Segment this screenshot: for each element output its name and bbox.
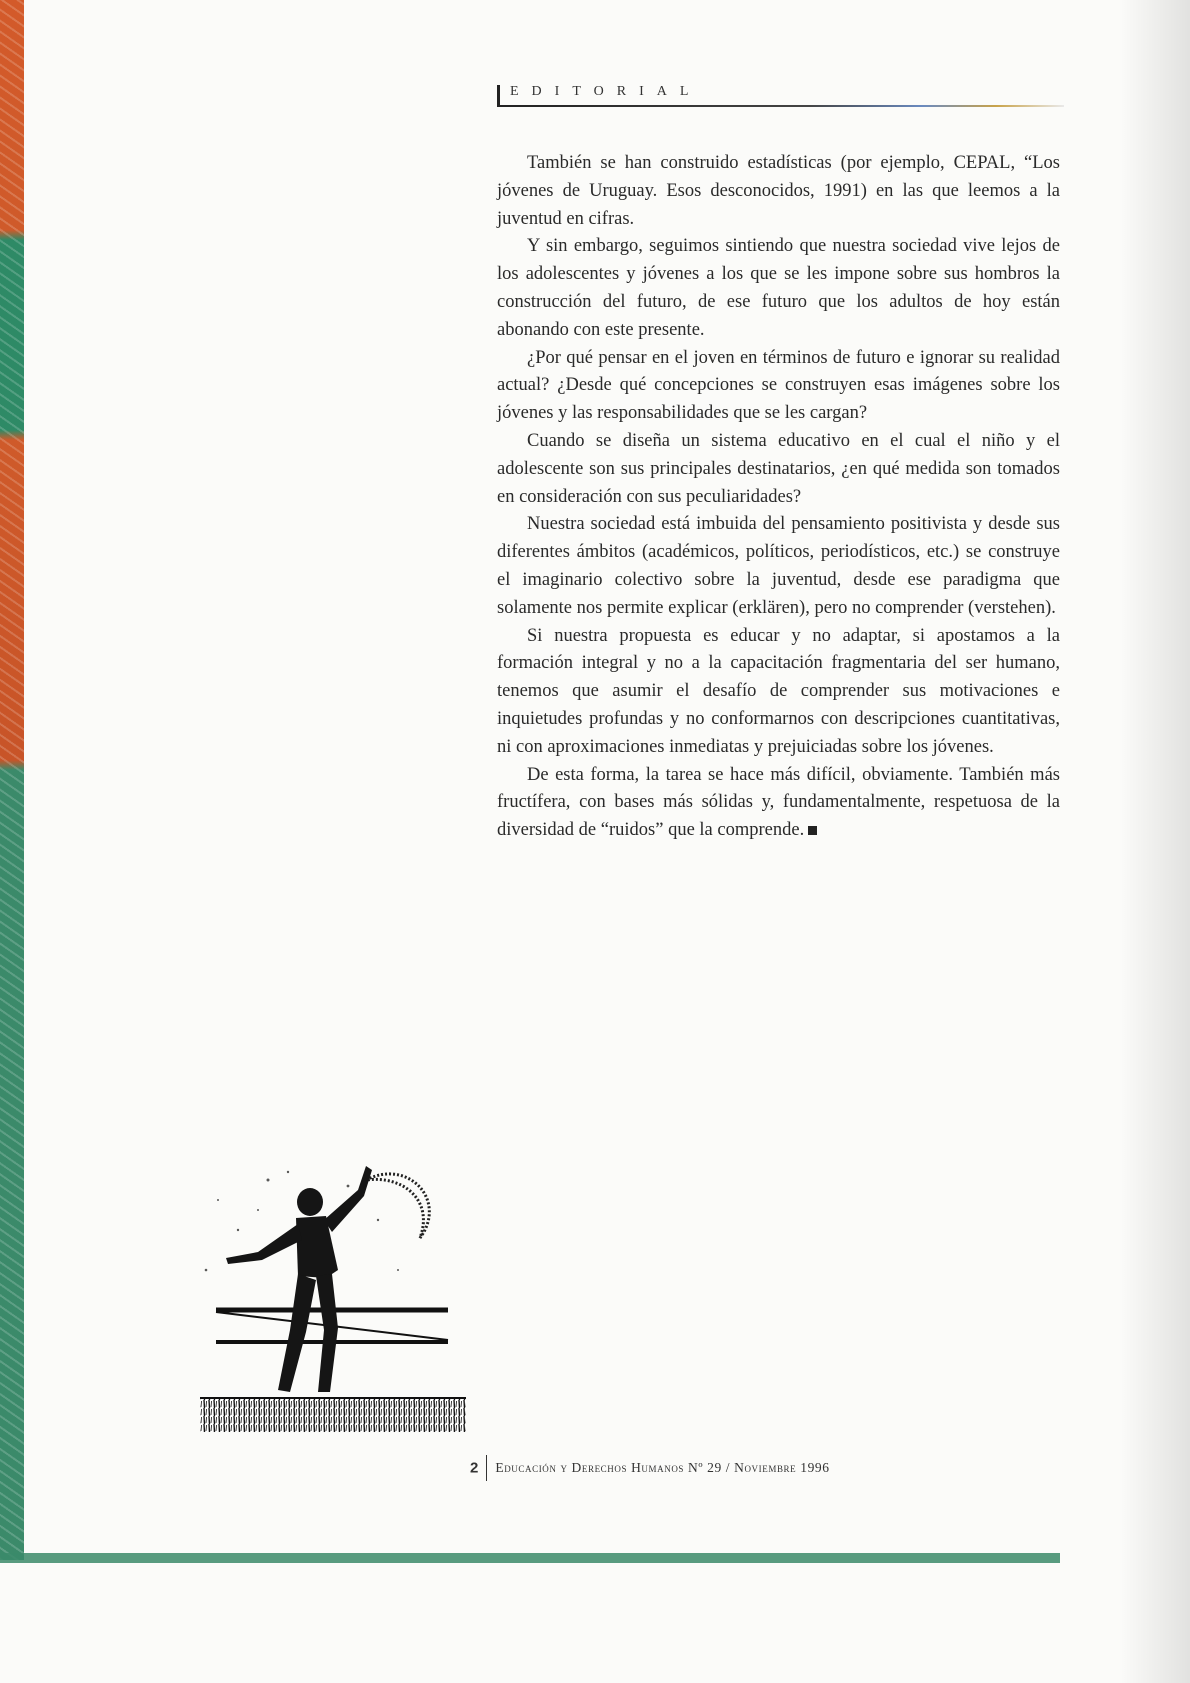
header-mark: [497, 85, 500, 105]
paragraph: Cuando se diseña un sistema educativo en el cual el niño y el adolescente son sus principales destinatarios, ¿en qué medida son tomados en consideración con sus peculiaridades?: [497, 430, 1060, 507]
paragraph: ¿Por qué pensar en el joven en términos de futuro e ignorar su realidad actual? ¿Desde qué concepciones se construyen esas imágenes sobre los jóvenes y las responsabilidades que se les cargan?: [497, 347, 1060, 424]
figure-on-beam-illustration: [198, 1160, 468, 1435]
cover-edge: [0, 0, 24, 1560]
paragraph-text: De esta forma, la tarea se hace más difícil, obviamente. También más fructífera, con bases más sólidas y, fundamentalmente, respetuosa de la diversidad de “ruidos” que la comprende.: [497, 764, 1060, 841]
paragraph: Nuestra sociedad está imbuida del pensamiento positivista y desde sus diferentes ámbitos (académicos, políticos, periodísticos, etc.) se construye el imaginario colectivo sobre la juventud, desde ese paradigma que solamente nos permite explicar (erklären), pero no comprender (verstehen).: [497, 514, 1060, 618]
footer-divider: [486, 1455, 487, 1481]
header-rule: [497, 105, 1064, 107]
section-header: [497, 82, 1067, 110]
paragraph: Si nuestra propuesta es educar y no adaptar, si apostamos a la formación integral y no a la capacitación fragmentaria del ser humano, tenemos que asumir el desafío de comprender sus motivaciones e inquietudes profundas y no conformarnos con descripciones cuantitativas, ni con aproximaciones inmediatas y prejuiciadas sobre los jóvenes.: [497, 625, 1060, 757]
paragraph: Y sin embargo, seguimos sintiendo que nuestra sociedad vive lejos de los adolescentes y jóvenes a los que se les impone sobre sus hombros la construcción del futuro, de ese futuro que los adultos de hoy están abonando con este presente.: [497, 236, 1060, 340]
article-body: [497, 150, 1060, 845]
section-title: EDITORIAL: [510, 84, 702, 99]
page-footer: [470, 1455, 830, 1485]
page-number: 2: [470, 1459, 479, 1477]
paragraph-last: [497, 762, 1060, 845]
cover-bottom-edge: [0, 1553, 1060, 1563]
paragraph: También se han construido estadísticas (por ejemplo, CEPAL, “Los jóvenes de Uruguay. Esos desconocidos, 1991) en las que leemos a la juventud en cifras.: [497, 153, 1060, 229]
end-mark-icon: [808, 826, 817, 835]
page-fold-shadow: [1120, 0, 1190, 1683]
publication-info: Educación y Derechos Humanos Nº 29 / Noviembre 1996: [495, 1460, 830, 1475]
